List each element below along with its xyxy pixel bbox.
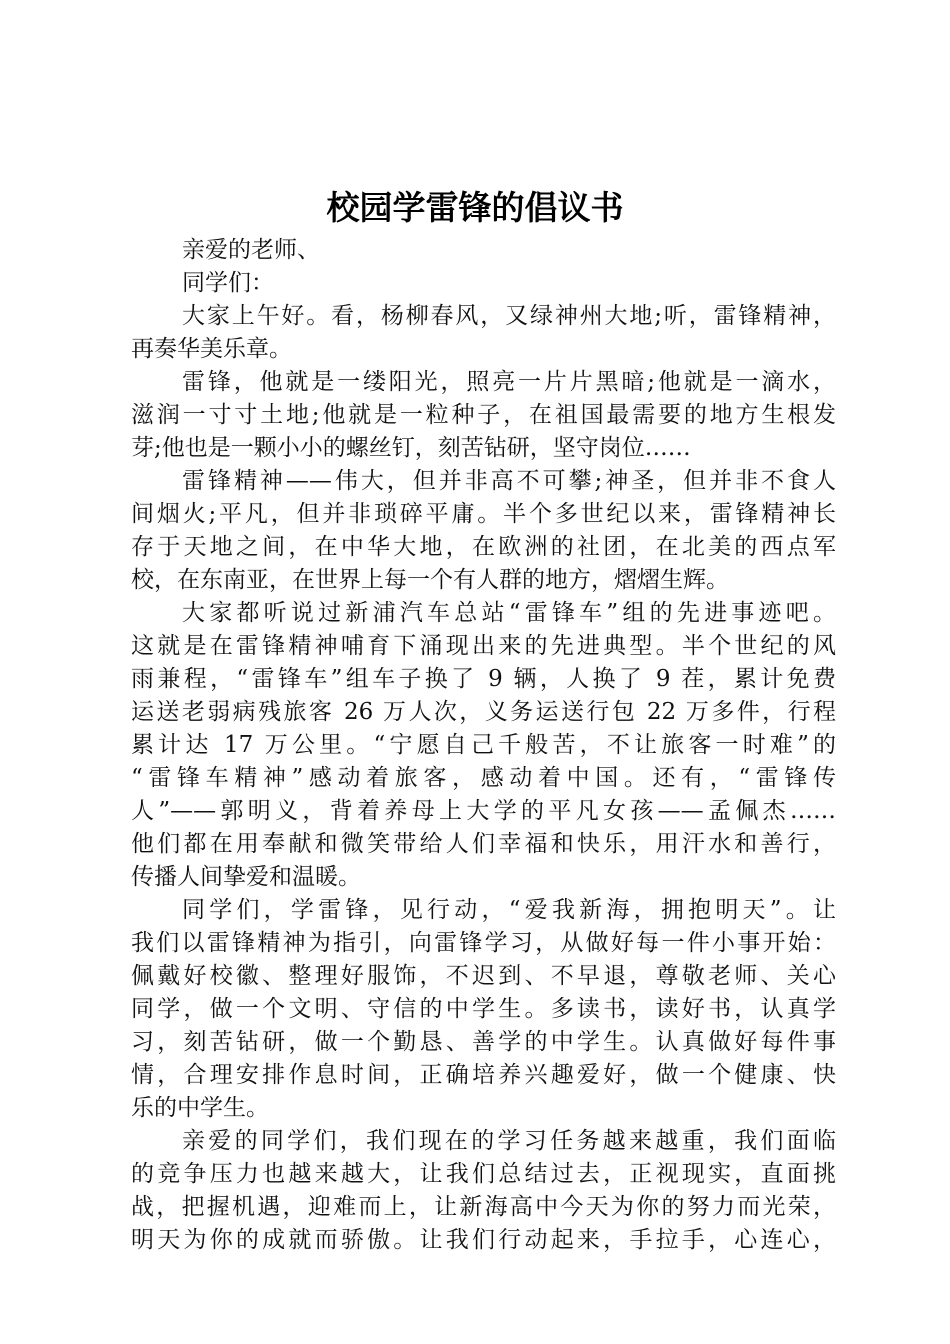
text-line: 雷锋精神——伟大，但并非高不可攀;神圣，但并非不食人 bbox=[182, 468, 836, 494]
document-title: 校园学雷锋的倡议书 bbox=[326, 188, 624, 227]
text-line: 亲爱的老师、 bbox=[182, 237, 320, 263]
text-line: 累计达 17 万公里。“宁愿自己千般苦，不让旅客一时难”的 bbox=[131, 732, 836, 758]
text-line: 雨兼程，“雷锋车”组车子换了 9 辆，人换了 9 茬，累计免费 bbox=[131, 666, 836, 692]
text-line: 大家都听说过新浦汽车总站“雷锋车”组的先进事迹吧。 bbox=[182, 600, 836, 626]
text-line: 传播人间挚爱和温暖。 bbox=[131, 864, 361, 890]
text-line: 雷锋，他就是一缕阳光，照亮一片片黑暗;他就是一滴水， bbox=[182, 369, 836, 395]
text-line: 亲爱的同学们，我们现在的学习任务越来越重，我们面临 bbox=[182, 1128, 836, 1154]
text-line: 同学们： bbox=[182, 270, 274, 296]
text-line: 滋润一寸寸土地;他就是一粒种子，在祖国最需要的地方生根发 bbox=[131, 402, 836, 428]
document-body bbox=[131, 234, 836, 1257]
text-line: 同学们，学雷锋，见行动，“爱我新海，拥抱明天”。让 bbox=[182, 897, 836, 923]
text-line: 运送老弱病残旅客 26 万人次，义务运送行包 22 万多件，行程 bbox=[131, 699, 836, 725]
text-line: 他们都在用奉献和微笑带给人们幸福和快乐，用汗水和善行， bbox=[131, 831, 836, 857]
text-line: 存于天地之间，在中华大地，在欧洲的社团，在北美的西点军 bbox=[131, 534, 836, 560]
text-line: 乐的中学生。 bbox=[131, 1095, 269, 1121]
text-line: 战，把握机遇，迎难而上，让新海高中今天为你的努力而光荣， bbox=[131, 1194, 836, 1220]
text-line: 佩戴好校徽、整理好服饰，不迟到、不早退，尊敬老师、关心 bbox=[131, 963, 836, 989]
text-line: 我们以雷锋精神为指引，向雷锋学习，从做好每一件小事开始： bbox=[131, 930, 836, 956]
text-line: “雷锋车精神”感动着旅客，感动着中国。还有，“雷锋传 bbox=[131, 765, 836, 791]
text-line: 芽;他也是一颗小小的螺丝钉，刻苦钻研，坚守岗位…… bbox=[131, 435, 691, 461]
text-line: 人”——郭明义，背着养母上大学的平凡女孩——孟佩杰…… bbox=[131, 798, 836, 824]
text-line: 再奏华美乐章。 bbox=[131, 336, 292, 362]
text-line: 校，在东南亚，在世界上每一个有人群的地方，熠熠生辉。 bbox=[131, 567, 729, 593]
text-line: 间烟火;平凡，但并非琐碎平庸。半个多世纪以来，雷锋精神长 bbox=[131, 501, 836, 527]
text-line: 习，刻苦钻研，做一个勤恳、善学的中学生。认真做好每件事 bbox=[131, 1029, 836, 1055]
text-line: 这就是在雷锋精神哺育下涌现出来的先进典型。半个世纪的风 bbox=[131, 633, 836, 659]
text-line: 明天为你的成就而骄傲。让我们行动起来，手拉手，心连心， bbox=[131, 1227, 836, 1253]
text-line: 情，合理安排作息时间，正确培养兴趣爱好，做一个健康、快 bbox=[131, 1062, 836, 1088]
text-line: 同学，做一个文明、守信的中学生。多读书，读好书，认真学 bbox=[131, 996, 836, 1022]
text-line: 的竞争压力也越来越大，让我们总结过去，正视现实，直面挑 bbox=[131, 1161, 836, 1187]
text-line: 大家上午好。看，杨柳春风，又绿神州大地;听，雷锋精神， bbox=[182, 303, 836, 329]
